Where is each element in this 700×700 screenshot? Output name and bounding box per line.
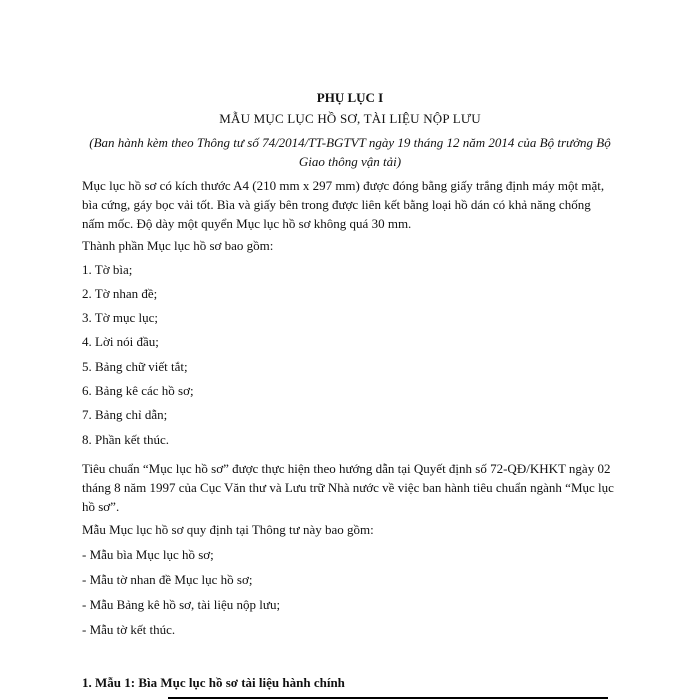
list-item: - Mẫu Bảng kê hồ sơ, tài liệu nộp lưu; bbox=[82, 597, 281, 612]
section-heading: 1. Mẫu 1: Bìa Mục lục hồ sơ tài liệu hành chính bbox=[82, 675, 345, 690]
list-item: - Mẫu bìa Mục lục hồ sơ; bbox=[82, 547, 214, 562]
list-item: 3. Tờ mục lục; bbox=[82, 310, 158, 325]
list-item: - Mẫu tờ kết thúc. bbox=[82, 622, 176, 637]
list-item: 8. Phần kết thúc. bbox=[82, 432, 170, 447]
list-item: 2. Tờ nhan đề; bbox=[82, 286, 158, 301]
list-item: 4. Lời nói đầu; bbox=[82, 334, 159, 349]
list-item: 1. Tờ bìa; bbox=[82, 262, 133, 277]
standard-paragraph: Tiêu chuẩn “Mục lục hồ sơ” được thực hiện theo hướng dẫn tại Quyết định số 72-QĐ/KHKT ngày 02 tháng 8 năm 1997 của Cục Văn thư và Lưu trữ Nhà nước về việc ban hành tiêu chuẩn ngành “Mục lục hồ sơ”. bbox=[82, 461, 614, 514]
templates-intro: Mẫu Mục lục hồ sơ quy định tại Thông tư này bao gồm: bbox=[82, 522, 374, 537]
list-item: 5. Bảng chữ viết tắt; bbox=[82, 359, 188, 374]
issuance-note: (Ban hành kèm theo Thông tư số 74/2014/TT-BGTVT ngày 19 tháng 12 năm 2014 của Bộ trưởng Bộ Giao thông vận tải) bbox=[89, 135, 611, 169]
list-item: 6. Bảng kê các hồ sơ; bbox=[82, 383, 194, 398]
intro-paragraph: Mục lục hồ sơ có kích thước A4 (210 mm x 297 mm) được đóng bằng giấy trắng định máy một mặt, bìa cứng, gáy bọc vải tốt. Bìa và giấy bên trong được liên kết bằng loại hồ dán có khả năng chống nấm mốc. Độ dày một quyển Mục lục hồ sơ không quá 30 mm. bbox=[82, 178, 605, 231]
appendix-label: PHỤ LỤC I bbox=[316, 90, 384, 105]
document-title: MẪU MỤC LỤC HỒ SƠ, TÀI LIỆU NỘP LƯU bbox=[219, 111, 481, 126]
list-item: - Mẫu tờ nhan đề Mục lục hồ sơ; bbox=[82, 572, 253, 587]
list-item: 7. Bảng chỉ dẫn; bbox=[82, 407, 168, 422]
template-box-border bbox=[168, 697, 608, 699]
components-intro: Thành phần Mục lục hồ sơ bao gồm: bbox=[82, 238, 274, 253]
